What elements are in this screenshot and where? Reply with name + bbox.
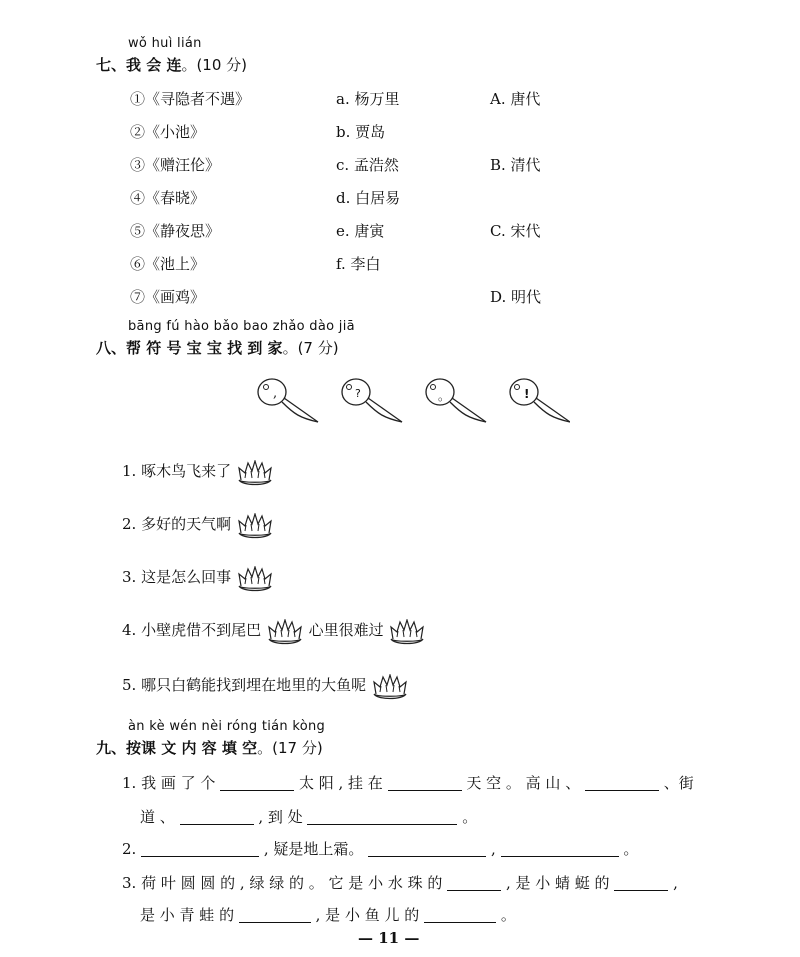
question-text: 。	[500, 906, 516, 924]
poem-item: ④《春晓》	[130, 189, 206, 207]
answer-blank[interactable]	[447, 875, 501, 891]
question-text: ,	[490, 840, 496, 858]
dynasty-item: B. 清代	[490, 156, 541, 174]
fill-question-3	[122, 872, 678, 893]
poem-item: ②《小池》	[130, 123, 206, 141]
tadpole-symbol: 。	[438, 389, 451, 403]
answer-blank[interactable]	[424, 907, 496, 923]
poem-item: ③《赠汪伦》	[130, 156, 221, 174]
dynasty-item: A. 唐代	[490, 90, 541, 108]
question-text: 天 空 。 高 山 、	[466, 774, 581, 792]
poet-item: e. 唐寅	[336, 222, 385, 240]
answer-blank[interactable]	[220, 775, 294, 791]
question-text: 2.	[122, 840, 137, 858]
dynasty-item: D. 明代	[490, 288, 542, 306]
sentence-text: 1. 啄木鸟飞来了	[122, 462, 232, 480]
answer-blank[interactable]	[388, 775, 462, 791]
lotus-leaf-icon[interactable]	[236, 566, 274, 594]
sentence-row	[122, 619, 426, 647]
lotus-leaf-icon[interactable]	[388, 619, 426, 647]
dynasty-item: C. 宋代	[490, 222, 541, 240]
section8-pinyin: bāng fú hào bǎo bao zhǎo dào jiā	[128, 319, 355, 334]
answer-blank[interactable]	[239, 907, 311, 923]
sentence-row	[122, 513, 274, 541]
poet-item: c. 孟浩然	[336, 156, 399, 174]
question-text: , 是 小 蜻 蜓 的	[505, 874, 610, 892]
tadpole-symbol: !	[524, 387, 530, 401]
sentence-text: 5. 哪只白鹤能找到埋在地里的大鱼呢	[122, 676, 367, 694]
tadpole-question	[342, 379, 402, 422]
question-text: 太 阳 , 挂 在	[298, 774, 383, 792]
lotus-leaf-icon[interactable]	[236, 460, 274, 488]
fill-question-2	[122, 838, 638, 859]
answer-blank[interactable]	[368, 841, 486, 857]
lotus-leaf-icon[interactable]	[371, 674, 409, 702]
question-text: 、街	[663, 774, 694, 792]
page-number: — 11 —	[358, 929, 420, 947]
question-text: 道 、	[140, 808, 175, 826]
section9-title	[96, 737, 323, 758]
answer-blank[interactable]	[180, 809, 254, 825]
sentence-text: 3. 这是怎么回事	[122, 568, 232, 586]
poet-item: b. 贾岛	[336, 123, 386, 141]
question-text: 是 小 青 蛙 的	[140, 906, 235, 924]
poem-item: ①《寻隐者不遇》	[130, 90, 251, 108]
question-text: 。	[623, 840, 639, 858]
question-text: 。	[462, 808, 478, 826]
section9-score: 。(17 分)	[257, 739, 323, 757]
section7-title	[96, 54, 247, 75]
sentence-row	[122, 674, 409, 702]
poem-item: ⑥《池上》	[130, 255, 206, 273]
section7-title-text: 七、我 会 连	[96, 56, 182, 74]
question-text: ,	[673, 874, 678, 892]
sentence-row	[122, 566, 274, 594]
poem-item: ⑤《静夜思》	[130, 222, 221, 240]
section8-score: 。(7 分)	[282, 339, 339, 357]
poet-item: a. 杨万里	[336, 90, 400, 108]
answer-blank[interactable]	[501, 841, 619, 857]
tadpole-illustration	[250, 372, 570, 430]
tadpole-symbols	[250, 372, 570, 430]
sentence-text: 2. 多好的天气啊	[122, 515, 232, 533]
section9-title-text: 九、按课 文 内 容 填 空	[96, 739, 258, 757]
question-text: , 疑是地上霜。	[263, 840, 364, 858]
sentence-text: 心里很难过	[308, 621, 384, 639]
section8-title-text: 八、帮 符 号 宝 宝 找 到 家	[96, 339, 283, 357]
answer-blank[interactable]	[141, 841, 259, 857]
fill-question-3-cont	[140, 904, 516, 925]
poem-item: ⑦《画鸡》	[130, 288, 206, 306]
tadpole-symbol: ,	[273, 386, 278, 401]
tadpole-period	[426, 379, 486, 422]
question-text: 3. 荷 叶 圆 圆 的 , 绿 绿 的 。 它 是 小 水 珠 的	[122, 874, 443, 892]
sentence-row	[122, 460, 274, 488]
poet-item: d. 白居易	[336, 189, 401, 207]
section7-pinyin: wǒ huì lián	[128, 36, 202, 51]
tadpole-comma	[258, 379, 318, 422]
answer-blank[interactable]	[585, 775, 659, 791]
fill-question-1-cont	[140, 806, 477, 827]
lotus-leaf-icon[interactable]	[266, 619, 304, 647]
lotus-leaf-icon[interactable]	[236, 513, 274, 541]
section7-score: 。(10 分)	[181, 56, 248, 74]
fill-question-1	[122, 772, 694, 793]
tadpole-symbol: ?	[355, 387, 361, 400]
section8-title	[96, 337, 339, 358]
tadpole-exclamation	[510, 379, 570, 422]
section9-pinyin: àn kè wén nèi róng tián kòng	[128, 719, 326, 734]
question-text: , 是 小 鱼 儿 的	[315, 906, 420, 924]
answer-blank[interactable]	[307, 809, 457, 825]
question-text: 1. 我 画 了 个	[122, 774, 216, 792]
question-text: , 到 处	[258, 808, 303, 826]
answer-blank[interactable]	[614, 875, 668, 891]
sentence-text: 4. 小壁虎借不到尾巴	[122, 621, 262, 639]
poet-item: f. 李白	[336, 255, 381, 273]
